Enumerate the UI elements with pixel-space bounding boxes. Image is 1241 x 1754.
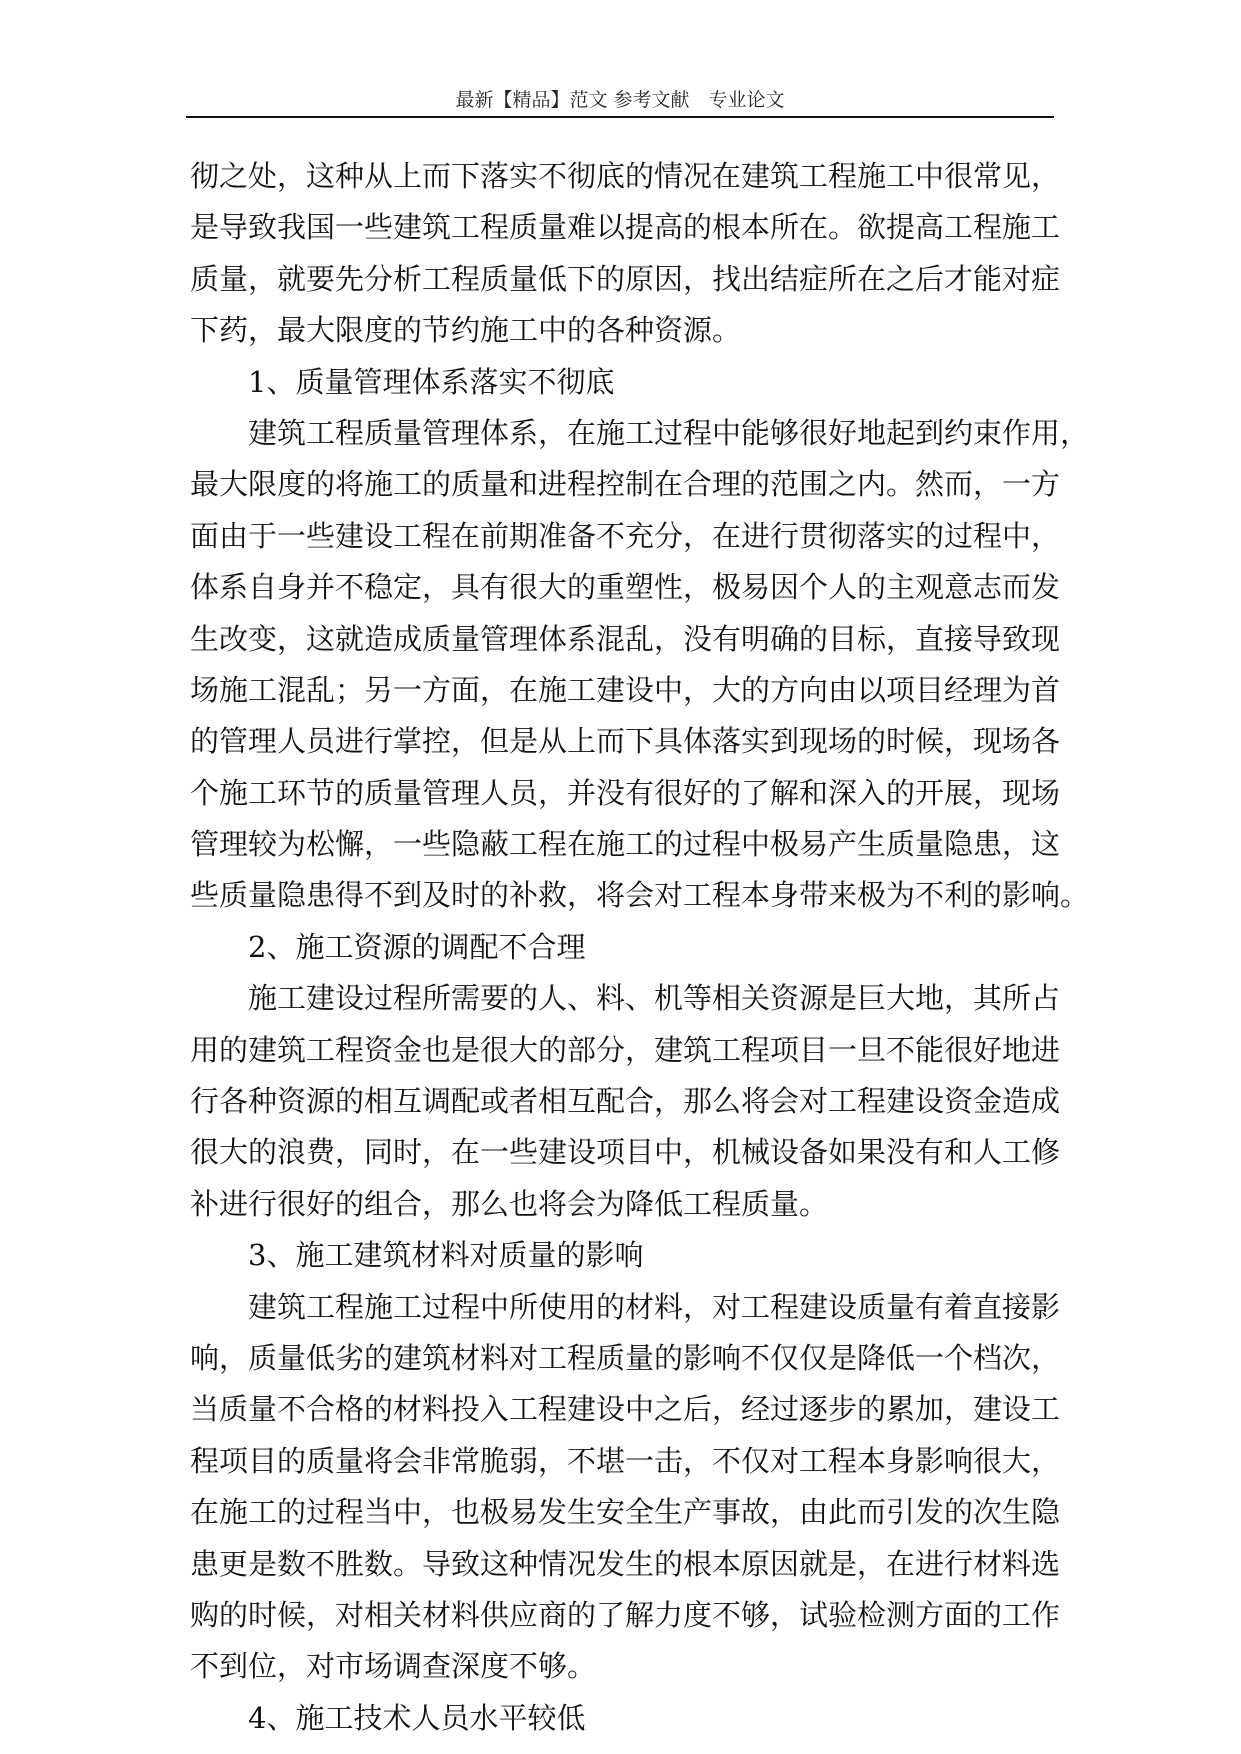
body-line: 建筑工程施工过程中所使用的材料，对工程建设质量有着直接影 bbox=[248, 1289, 1061, 1324]
body-text bbox=[190, 151, 1090, 1744]
body-line: 行各种资源的相互调配或者相互配合，那么将会对工程建设资金造成 bbox=[190, 1084, 1061, 1119]
body-line: 些质量隐患得不到及时的补救，将会对工程本身带来极为不利的影响。 bbox=[190, 878, 1090, 913]
body-line: 最大限度的将施工的质量和进程控制在合理的范围之内。然而，一方 bbox=[190, 467, 1061, 502]
body-line: 用的建筑工程资金也是很大的部分，建筑工程项目一旦不能很好地进 bbox=[190, 1032, 1061, 1067]
body-line: 个施工环节的质量管理人员，并没有很好的了解和深入的开展，现场 bbox=[190, 775, 1061, 810]
body-line: 场施工混乱；另一方面，在施工建设中，大的方向由以项目经理为首 bbox=[190, 672, 1061, 707]
body-line: 质量，就要先分析工程质量低下的原因，找出结症所在之后才能对症 bbox=[190, 261, 1061, 296]
body-line: 程项目的质量将会非常脆弱，不堪一击，不仅对工程本身影响很大， bbox=[190, 1443, 1061, 1478]
body-line: 彻之处，这种从上而下落实不彻底的情况在建筑工程施工中很常见， bbox=[190, 159, 1061, 193]
body-line: 建筑工程质量管理体系，在施工过程中能够很好地起到约束作用， bbox=[248, 415, 1090, 450]
body-line: 面由于一些建设工程在前期准备不充分，在进行贯彻落实的过程中， bbox=[190, 518, 1061, 553]
body-line: 是导致我国一些建筑工程质量难以提高的根本所在。欲提高工程施工 bbox=[190, 210, 1061, 245]
body-line: 管理较为松懈，一些隐蔽工程在施工的过程中极易产生质量隐患，这 bbox=[190, 827, 1061, 862]
body-line: 在施工的过程当中，也极易发生安全生产事故，由此而引发的次生隐 bbox=[190, 1495, 1061, 1530]
header-rule bbox=[186, 116, 1054, 118]
body-line: 体系自身并不稳定，具有很大的重塑性，极易因个人的主观意志而发 bbox=[190, 570, 1061, 605]
body-line: 响，质量低劣的建筑材料对工程质量的影响不仅仅是降低一个档次， bbox=[190, 1340, 1061, 1375]
body-line: 的管理人员进行掌控，但是从上而下具体落实到现场的时候，现场各 bbox=[190, 724, 1061, 759]
body-line: 不到位，对市场调查深度不够。 bbox=[190, 1649, 597, 1684]
section-heading: 4、施工技术人员水平较低 bbox=[248, 1700, 586, 1735]
section-heading: 3、施工建筑材料对质量的影响 bbox=[248, 1238, 644, 1273]
body-line: 当质量不合格的材料投入工程建设中之后，经过逐步的累加，建设工 bbox=[190, 1392, 1061, 1427]
body-line: 很大的浪费，同时，在一些建设项目中，机械设备如果没有和人工修 bbox=[190, 1135, 1061, 1170]
section-heading: 2、施工资源的调配不合理 bbox=[248, 929, 586, 964]
section-heading: 1、质量管理体系落实不彻底 bbox=[248, 364, 615, 399]
body-line: 患更是数不胜数。导致这种情况发生的根本原因就是，在进行材料选 bbox=[190, 1546, 1061, 1581]
body-line: 生改变，这就造成质量管理体系混乱，没有明确的目标，直接导致现 bbox=[190, 621, 1061, 656]
body-line: 补进行很好的组合，那么也将会为降低工程质量。 bbox=[190, 1186, 829, 1221]
body-line: 施工建设过程所需要的人、料、机等相关资源是巨大地，其所占 bbox=[248, 981, 1061, 1016]
body-line: 下药，最大限度的节约施工中的各种资源。 bbox=[190, 313, 742, 348]
page-header: 最新【精品】范文 参考文献 专业论文 bbox=[455, 89, 785, 111]
body-line: 购的时候，对相关材料供应商的了解力度不够，试验检测方面的工作 bbox=[190, 1597, 1061, 1632]
